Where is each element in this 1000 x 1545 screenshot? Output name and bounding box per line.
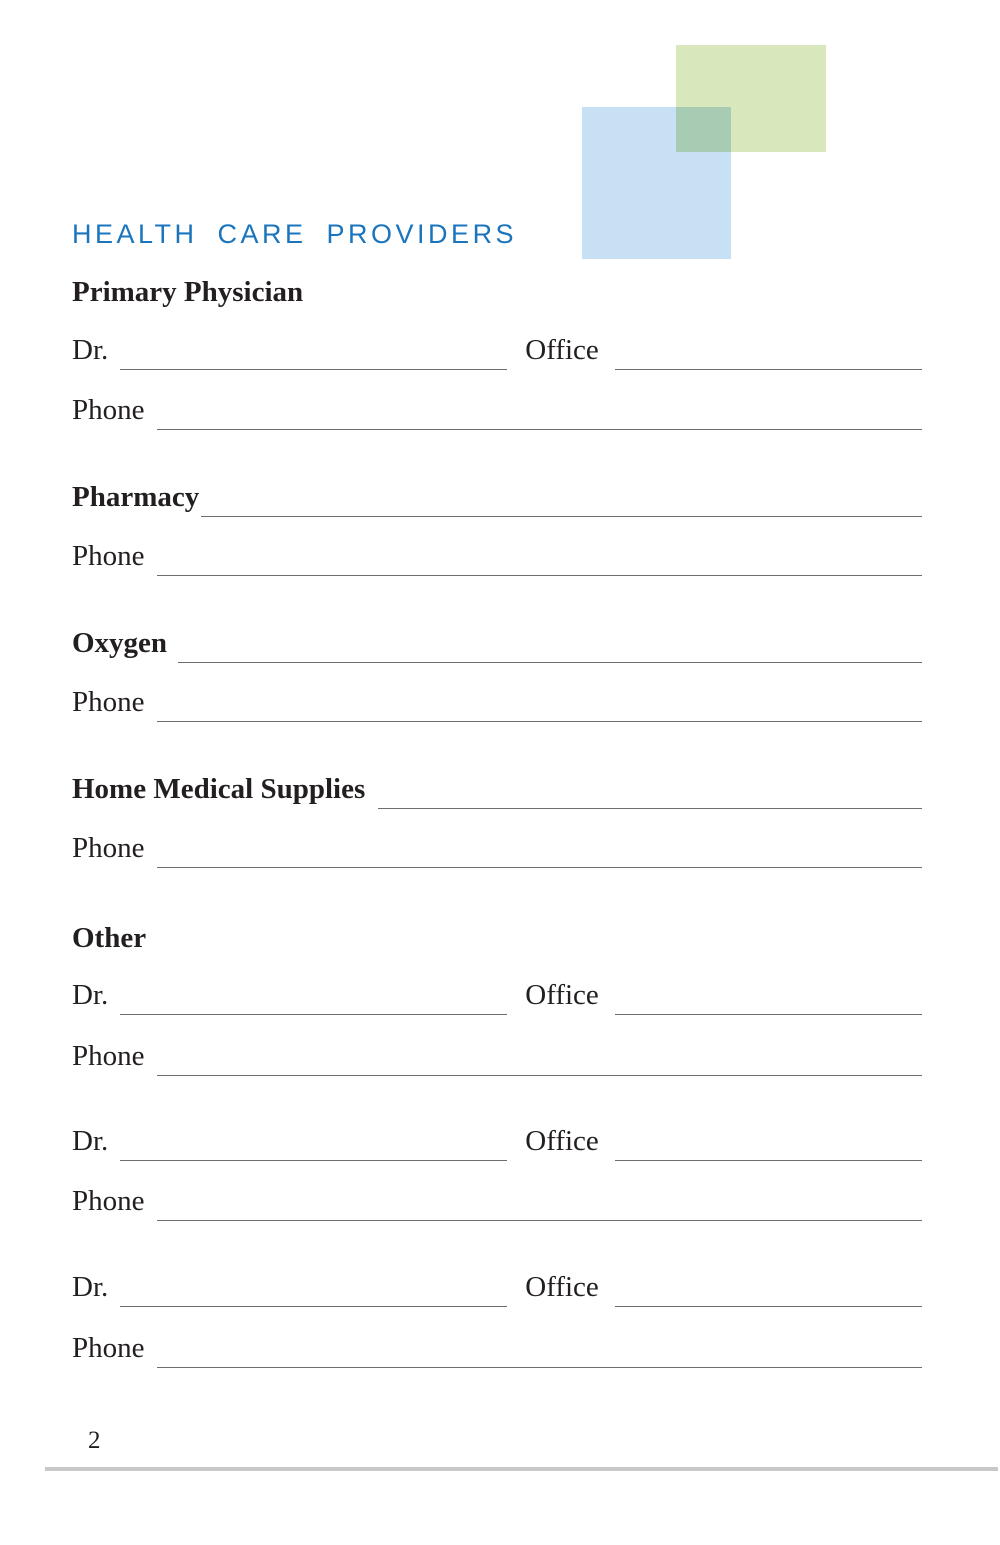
phone-label: Phone — [72, 1040, 145, 1072]
dr-label: Dr. — [72, 979, 109, 1011]
phone-label: Phone — [72, 1185, 145, 1217]
other2-dr-field[interactable] — [120, 1124, 507, 1161]
primary-physician-dr-field[interactable] — [120, 333, 507, 370]
field-row-pharmacy — [72, 477, 922, 517]
office-label: Office — [525, 1125, 599, 1157]
section-heading-oxygen: Oxygen — [72, 627, 168, 659]
pharmacy-phone-field[interactable] — [157, 539, 923, 576]
office-label: Office — [525, 979, 599, 1011]
home-medical-supplies-name-field[interactable] — [378, 772, 922, 809]
section-heading-pharmacy: Pharmacy — [72, 481, 200, 513]
other3-dr-field[interactable] — [120, 1270, 507, 1307]
page-number: 2 — [88, 1427, 101, 1454]
other1-phone-field[interactable] — [157, 1039, 923, 1076]
primary-physician-office-field[interactable] — [615, 333, 922, 370]
field-row-other2-phone — [72, 1181, 922, 1221]
section-heading-primary-physician: Primary Physician — [72, 276, 304, 308]
phone-label: Phone — [72, 1332, 145, 1364]
field-row-primary-physician-phone — [72, 390, 922, 430]
footer-rule — [45, 1467, 998, 1471]
field-row-home-medical-supplies — [72, 769, 922, 809]
other3-office-field[interactable] — [615, 1270, 922, 1307]
phone-label: Phone — [72, 394, 145, 426]
office-label: Office — [525, 1271, 599, 1303]
primary-physician-phone-field[interactable] — [157, 393, 923, 430]
page-title: HEALTH CARE PROVIDERS — [72, 219, 518, 249]
phone-label: Phone — [72, 832, 145, 864]
oxygen-phone-field[interactable] — [157, 685, 923, 722]
section-heading-other: Other — [72, 922, 147, 954]
field-row-other2-dr-office — [72, 1121, 922, 1161]
field-row-other1-dr-office — [72, 975, 922, 1015]
other2-phone-field[interactable] — [157, 1184, 923, 1221]
blue-square — [582, 107, 731, 259]
phone-label: Phone — [72, 686, 145, 718]
field-row-oxygen-phone — [72, 682, 922, 722]
field-row-pharmacy-phone — [72, 536, 922, 576]
field-row-primary-physician-dr-office — [72, 330, 922, 370]
home-medical-supplies-phone-field[interactable] — [157, 831, 923, 868]
field-row-other1-phone — [72, 1036, 922, 1076]
section-heading-home-medical-supplies: Home Medical Supplies — [72, 773, 366, 805]
other3-phone-field[interactable] — [157, 1331, 923, 1368]
pharmacy-name-field[interactable] — [201, 480, 922, 517]
dr-label: Dr. — [72, 334, 109, 366]
oxygen-name-field[interactable] — [178, 626, 922, 663]
other2-office-field[interactable] — [615, 1124, 922, 1161]
office-label: Office — [525, 334, 599, 366]
other1-dr-field[interactable] — [120, 978, 507, 1015]
field-row-home-medical-supplies-phone — [72, 828, 922, 868]
dr-label: Dr. — [72, 1271, 109, 1303]
field-row-other3-dr-office — [72, 1267, 922, 1307]
phone-label: Phone — [72, 540, 145, 572]
other1-office-field[interactable] — [615, 978, 922, 1015]
field-row-other3-phone — [72, 1328, 922, 1368]
field-row-oxygen — [72, 623, 922, 663]
dr-label: Dr. — [72, 1125, 109, 1157]
